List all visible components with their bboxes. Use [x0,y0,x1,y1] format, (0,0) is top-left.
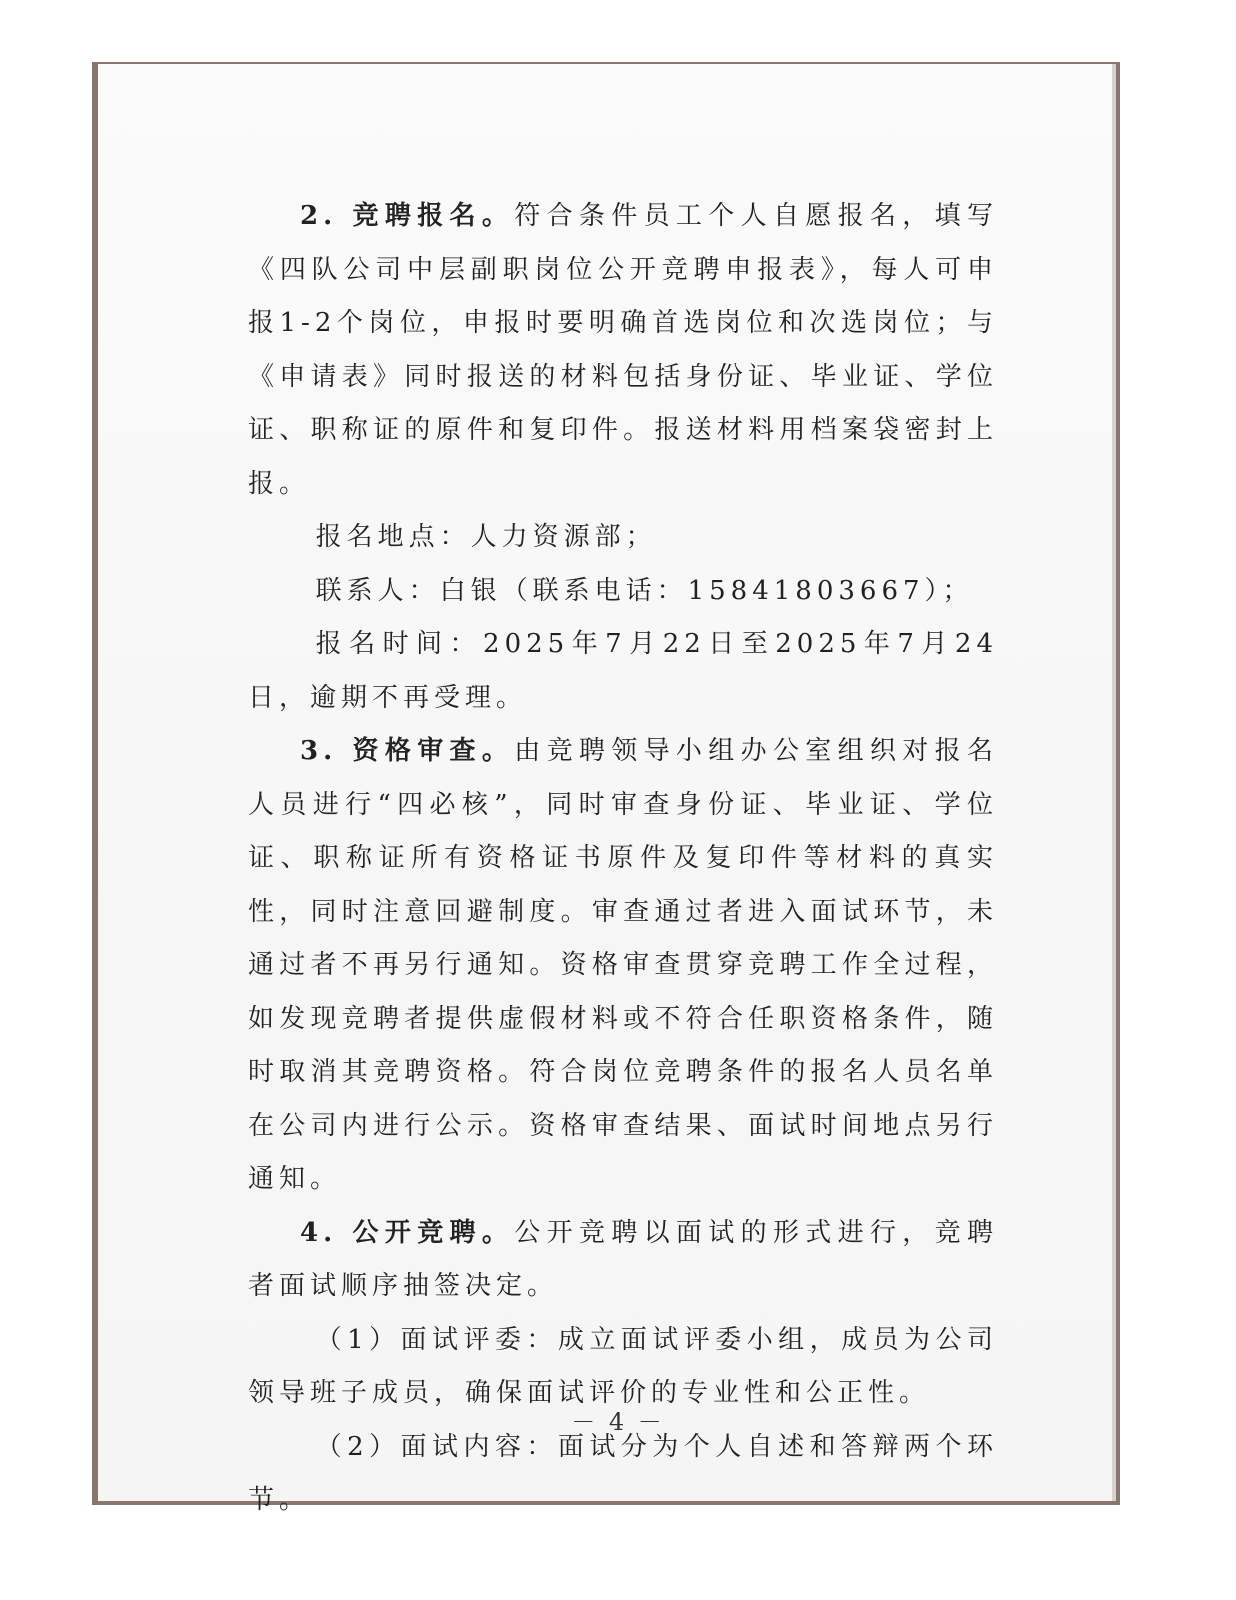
paragraph-registration-time [248,618,998,725]
document-body [248,190,998,1528]
section-heading-qualification-review: 3. 资格审查。 [300,736,515,766]
page-number: － 4 － [571,1408,665,1436]
paragraph-text: （1）面试评委：成立面试评委小组，成员为公司领导班子成员，确保面试评价的专业性和公正性。 [248,1324,998,1408]
paragraph-open-competition [248,1207,998,1314]
paragraph-text: （2）面试内容：面试分为个人自述和答辩两个环节。 [248,1431,998,1515]
section-heading-registration: 2. 竞聘报名。 [300,201,515,231]
paragraph-text: 报名时间：2025年7月22日至2025年7月24日，逾期不再受理。 [248,629,998,713]
paragraph-text: 公开竞聘以面试的形式进行，竞聘者面试顺序抽签决定。 [248,1217,998,1301]
paragraph-text: 联系人：白银（联系电话：15841803667）； [315,575,974,606]
paragraph-registration [248,190,998,511]
paper-edge [1112,64,1116,1501]
paragraph-text: 报名地点：人力资源部； [315,522,657,552]
paragraph-registration-location [248,511,998,565]
paragraph-qualification-review [248,725,998,1207]
paragraph-text: 符合条件员工个人自愿报名，填写《四队公司中层副职岗位公开竞聘申报表》，每人可申报1-2个岗位，申报时要明确首选岗位和次选岗位；与《申请表》同时报送的材料包括身份证、毕业证、学位证、职称证的原件和复印件。报送材料用档案袋密封上报。 [248,201,998,499]
paragraph-text: 由竞聘领导小组办公室组织对报名人员进行“四必核”，同时审查身份证、毕业证、学位证、职称证所有资格证书原件及复印件等材料的真实性，同时注意回避制度。审查通过者进入面试环节，未通过者不再另行通知。资格审查贯穿竞聘工作全过程，如发现竞聘者提供虚假材料或不符合任职资格条件，随时取消其竞聘资格。符合岗位竞聘条件的报名人员名单在公司内进行公示。资格审查结果、面试时间地点另行通知。 [248,736,998,1194]
section-heading-open-competition: 4. 公开竞聘。 [300,1217,515,1248]
paragraph-contact-person [248,565,998,619]
